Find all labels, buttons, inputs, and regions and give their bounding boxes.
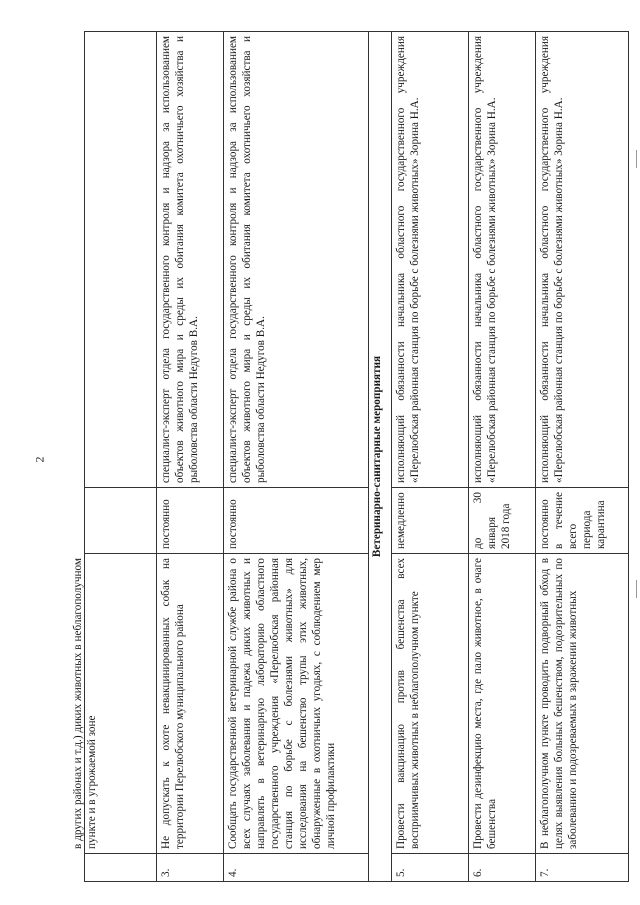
- term-cell: [85, 488, 157, 554]
- responsible-cell: исполняющий обязанности начальника областного государственного учреждения «Перелюбская районная станция по борьбе с болезнями животных» Зорина Н.А.: [391, 32, 468, 488]
- term-cell: постоянно в течение всего периода карантина: [535, 488, 628, 554]
- action-cell: [72, 554, 157, 854]
- action-cell: Провести дезинфекцию места, где пало животное, в очаге бешенства: [468, 554, 535, 854]
- term-cell: постоянно: [157, 488, 224, 554]
- responsible-cell: специалист-эксперт отдела государственного контроля и надзора за использованием объектов животного мира и среды их обитания комитета охотничьего хозяйства и рыболовства области Недугов В.А.: [224, 32, 369, 488]
- responsible-cell: исполняющий обязанности начальника областного государственного учреждения «Перелюбская районная станция по борьбе с болезнями животных» Зорина Н.А.: [535, 32, 628, 488]
- row-number: 7.: [535, 854, 628, 882]
- row-number: 4.: [224, 854, 369, 882]
- rotated-table-container: [72, 32, 629, 882]
- row-number: 3.: [157, 854, 224, 882]
- section-header-row: [369, 32, 391, 882]
- row-number: 6.: [468, 854, 535, 882]
- table-row: [468, 32, 535, 882]
- table-row: [535, 32, 628, 882]
- action-text: в других районах и т.д.) диких животных в неблагополучном пункте и в угрожаемой зоне: [72, 558, 98, 849]
- action-cell: В неблагополучном пункте проводить подворный обход в целях выявления больных бешенством, подозрительных по заболеванию и подозреваемых в заражении животных: [535, 554, 628, 854]
- table-row: [224, 32, 369, 882]
- responsible-cell: исполняющий обязанности начальника областного государственного учреждения «Перелюбская районная станция по борьбе с болезнями животных» Зорина Н.А.: [468, 32, 535, 488]
- responsible-cell: специалист-эксперт отдела государственного контроля и надзора за использованием объектов животного мира и среды их обитания комитета охотничьего хозяйства и рыболовства области Недугов В.А.: [157, 32, 224, 488]
- scan-artifact: [636, 580, 637, 598]
- table-row: [85, 32, 157, 882]
- term-cell: немедленно: [391, 488, 468, 554]
- action-cell: Провести вакцинацию против бешенства всех восприимчивых животных в неблагополучном пункте: [391, 554, 468, 854]
- scan-artifact: [636, 150, 637, 168]
- row-number: 5.: [391, 854, 468, 882]
- page-number: 2: [32, 456, 47, 463]
- term-cell: до 30 января 2018 года: [468, 488, 535, 554]
- section-title: Ветеринарно-санитарные мероприятия: [369, 32, 391, 882]
- table-row: [391, 32, 468, 882]
- action-cell: Не допускать к охоте невакцинированных собак на территории Перелюбского муниципального района: [157, 554, 224, 854]
- action-cell: Сообщать государственной ветеринарной службе района о всех случаях заболевания и падежа диких животных и направлять в ветеринарную лабораторию областного государственного учреждения «Перелюбская районная станция по борьбе с болезнями животных» для исследования на бешенство трупы этих животных, обнаруженные в охотничьих угодьях, с соблюдением мер личной профилактики: [224, 554, 369, 854]
- row-number: [85, 854, 157, 882]
- responsible-cell: [85, 32, 157, 488]
- table-row: [157, 32, 224, 882]
- action-plan-table: [72, 31, 629, 882]
- term-cell: постоянно: [224, 488, 369, 554]
